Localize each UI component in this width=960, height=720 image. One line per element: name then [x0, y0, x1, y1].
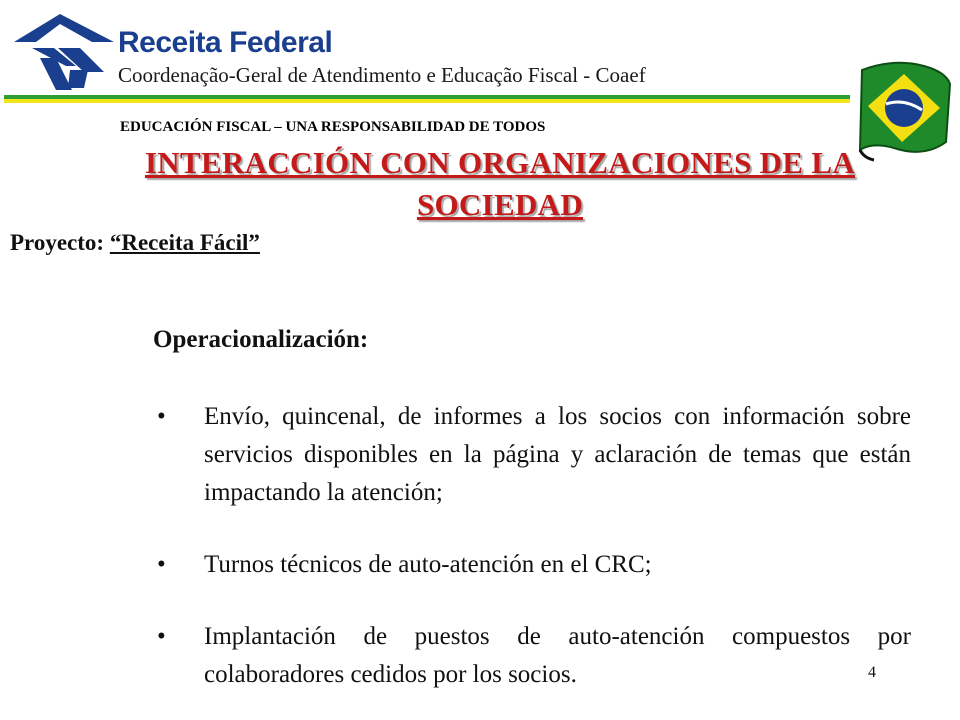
bullet-icon: • — [157, 403, 166, 430]
list-item — [153, 398, 911, 512]
operationalization-list — [153, 398, 911, 694]
list-item-text: Turnos técnicos de auto-atención en el CRC; — [204, 551, 652, 578]
slide-title: INTERACCIÓN CON ORGANIZACIONES DE LA SOCIEDAD — [144, 145, 856, 222]
project-label: Proyecto: — [10, 230, 110, 255]
bullet-icon: • — [157, 623, 166, 650]
list-item — [153, 546, 911, 584]
list-item — [153, 618, 911, 694]
header-rule-yellow — [4, 99, 850, 103]
bullet-icon: • — [157, 551, 166, 578]
page-number: 4 — [868, 664, 876, 681]
tagline: EDUCACIÓN FISCAL – UNA RESPONSABILIDAD DE TODOS — [120, 119, 546, 135]
brand-name: Receita Federal — [118, 26, 333, 59]
receita-federal-logo-icon — [10, 8, 118, 94]
project-name: “Receita Fácil” — [109, 230, 260, 255]
header-subtitle: Coordenação-Geral de Atendimento e Educação Fiscal - Coaef — [118, 63, 646, 87]
project-line — [10, 230, 260, 256]
operationalization-heading: Operacionalización: — [153, 326, 369, 353]
list-item-text: Envío, quincenal, de informes a los socios con información sobre servicios disponibles en la página y aclaración de temas que están impactando la atención; — [204, 403, 911, 506]
list-item-text: Implantación de puestos de auto-atención compuestos por colaboradores cedidos por los socios. — [204, 623, 911, 688]
